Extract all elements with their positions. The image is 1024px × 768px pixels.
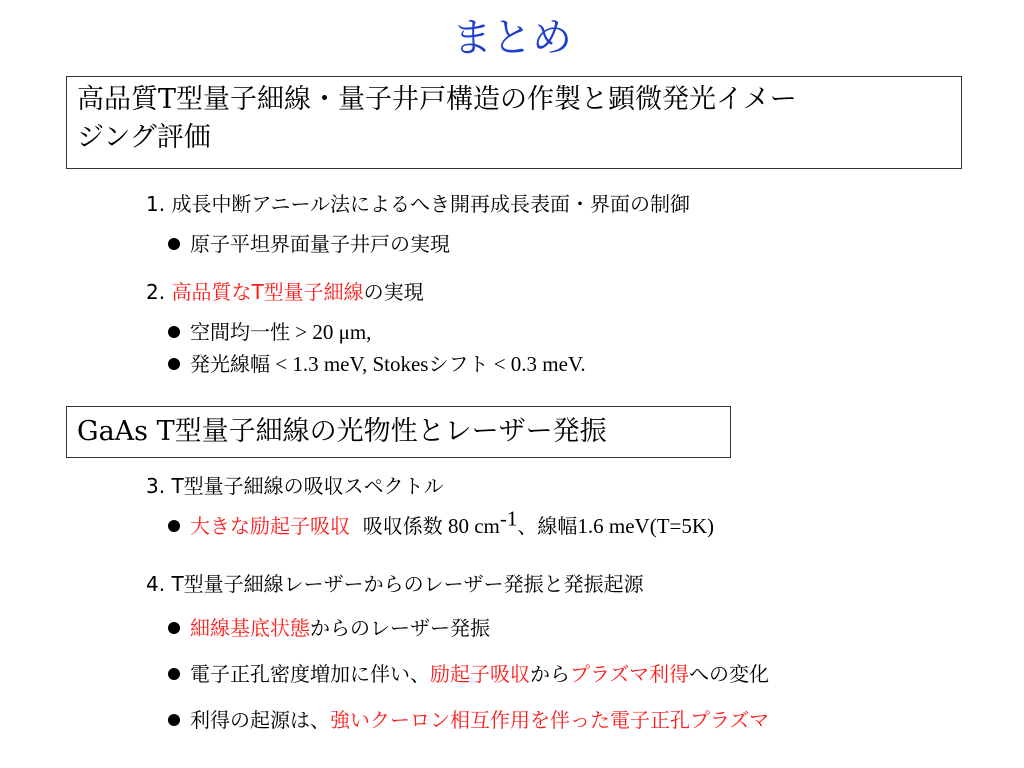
section4-bullet2 — [168, 660, 769, 688]
bullet-icon — [168, 668, 180, 680]
section1-bullet1-text: 原子平坦界面量子井戸の実現 — [190, 232, 450, 256]
section4-b2-b: から — [530, 662, 570, 686]
section2-bullet2-jp: 発光線幅 — [190, 352, 270, 376]
section2-bullet2-jp2: シフト — [428, 352, 489, 376]
section4-b2-highlight1: 励起子吸収 — [430, 662, 530, 686]
section2-rest: の実現 — [363, 280, 424, 304]
section2-highlight: 高品質なT型量子細線 — [171, 280, 364, 304]
bullet-icon — [168, 326, 180, 338]
section4-b3-highlight: 強いクーロン相互作用を伴った電子正孔プラズマ — [330, 708, 769, 732]
section3-bullet1 — [168, 506, 715, 540]
section1-bullet1 — [168, 230, 450, 258]
section3-sup: -1 — [499, 506, 518, 531]
section4-b2-a: 電子正孔密度増加に伴い、 — [190, 662, 430, 686]
summary-box-2: GaAs T型量子細線の光物性とレーザー発振 — [66, 406, 731, 458]
section3-jp: 吸収係数 — [350, 514, 443, 538]
section2-bullet2-val: < 1.3 meV, Stokes — [270, 352, 429, 376]
summary-box-1-line2: ジング評価 — [77, 122, 211, 153]
section2-bullet1-jp: 空間均一性 — [190, 320, 290, 344]
bullet-icon — [168, 238, 180, 250]
section4-b1-highlight: 細線基底状態 — [190, 616, 310, 640]
section4-heading: 4. T型量子細線レーザーからのレーザー発振と発振起源 — [146, 572, 644, 596]
section4-b2-highlight2: プラズマ利得 — [570, 662, 689, 686]
section3-val: 80 cm — [442, 514, 500, 538]
section1-heading: 1. 成長中断アニール法によるへき開再成長表面・界面の制御 — [146, 192, 691, 216]
section4-b2-c: への変化 — [689, 662, 769, 686]
section3-highlight: 大きな励起子吸収 — [190, 514, 350, 538]
section3-heading: 3. T型量子細線の吸収スペクトル — [146, 474, 444, 498]
summary-box-1 — [66, 76, 962, 169]
section2-num: 2. — [146, 280, 166, 304]
section4-b3-a: 利得の起源は、 — [190, 708, 330, 732]
section4-b1-rest: からのレーザー発振 — [310, 616, 490, 640]
bullet-icon — [168, 622, 180, 634]
section2-bullet2-val2: < 0.3 meV. — [488, 352, 586, 376]
bullet-icon — [168, 520, 180, 532]
section2-bullet1-val: > 20 μm, — [290, 320, 372, 344]
section3-val2: 1.6 meV(T=5K) — [577, 514, 715, 538]
section2-bullet2 — [168, 350, 586, 378]
bullet-icon — [168, 358, 180, 370]
section4-bullet1 — [168, 614, 490, 642]
section2-heading — [146, 278, 424, 306]
bullet-icon — [168, 714, 180, 726]
summary-box-1-line1: 高品質T型量子細線・量子井戸構造の作製と顕微発光イメー — [77, 84, 797, 115]
section2-bullet1 — [168, 318, 371, 346]
section3-sep: 、線幅 — [517, 514, 578, 538]
section4-bullet3 — [168, 706, 769, 734]
slide-title: まとめ — [452, 15, 572, 61]
